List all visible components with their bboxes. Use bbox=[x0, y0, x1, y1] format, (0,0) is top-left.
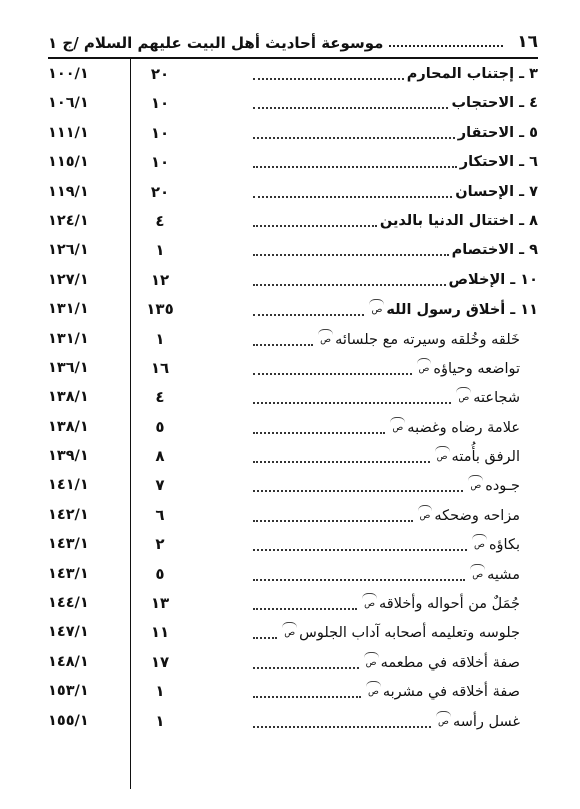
entry-title-cell bbox=[253, 182, 538, 202]
entry-title-cell bbox=[253, 299, 538, 320]
entry-title-cell bbox=[253, 711, 520, 732]
page-reference: ١٥٥/١ bbox=[48, 712, 89, 729]
toc-row bbox=[48, 266, 538, 295]
toc-row bbox=[48, 354, 538, 383]
salutation-glyph-icon: ص bbox=[366, 681, 381, 702]
entry-title-cell bbox=[253, 446, 520, 467]
entry-title-cell bbox=[253, 417, 520, 438]
salutation-glyph-icon: ص bbox=[472, 534, 487, 555]
running-title: موسوعة أحاديث أهل البيت عليهم السلام /ج ١ bbox=[48, 34, 384, 52]
page-reference: ١٤٢/١ bbox=[48, 506, 89, 523]
toc-row bbox=[48, 413, 538, 442]
entry-title: خَلقه وخُلقه وسيرته مع جلسائه bbox=[335, 331, 520, 348]
entry-title-cell bbox=[253, 270, 538, 290]
dot-leader bbox=[253, 402, 451, 404]
page-reference: ١١٥/١ bbox=[48, 154, 89, 171]
dot-leader bbox=[253, 254, 449, 256]
salutation-glyph-icon: ص bbox=[436, 711, 451, 732]
dot-leader bbox=[253, 284, 446, 286]
page-reference: ١٥٣/١ bbox=[48, 683, 89, 700]
entry-title-cell bbox=[253, 681, 520, 702]
toc-row bbox=[48, 119, 538, 148]
dot-leader bbox=[253, 520, 413, 522]
hadith-count: ١ bbox=[155, 711, 165, 730]
toc-row bbox=[48, 648, 538, 677]
hadith-count: ٤ bbox=[155, 211, 165, 230]
hadith-count: ٢٠ bbox=[150, 182, 170, 201]
entry-title: صفة أخلاقه في مشربه bbox=[382, 684, 520, 701]
entry-title-cell bbox=[253, 564, 520, 585]
dot-leader bbox=[253, 549, 467, 551]
entry-title-cell bbox=[253, 622, 520, 643]
toc-row bbox=[48, 501, 538, 530]
toc-row bbox=[48, 530, 538, 559]
dot-leader bbox=[253, 667, 359, 669]
hadith-count: ٢٠ bbox=[150, 65, 170, 83]
entry-title-cell bbox=[253, 387, 520, 408]
entry-title: ٣ ـ إجتناب المحارم bbox=[406, 66, 538, 82]
page-reference: ١٣١/١ bbox=[48, 301, 89, 318]
page-reference: ١٣٩/١ bbox=[48, 448, 89, 465]
dot-leader bbox=[253, 461, 430, 463]
toc-row bbox=[48, 442, 538, 471]
page-header bbox=[48, 26, 538, 52]
header-dot-leader bbox=[389, 45, 503, 47]
page-reference: ١١١/١ bbox=[48, 124, 89, 141]
entry-title-cell bbox=[253, 152, 538, 172]
entry-title-cell bbox=[253, 593, 520, 614]
entry-title: مشيه bbox=[487, 566, 520, 583]
toc-row bbox=[48, 383, 538, 412]
entry-title: مزاحه وضحكه bbox=[434, 507, 520, 524]
hadith-count: ١٣٥ bbox=[146, 300, 174, 319]
entry-title-cell bbox=[253, 329, 520, 350]
hadith-count: ١ bbox=[155, 329, 165, 348]
dot-leader bbox=[253, 726, 431, 728]
page-reference: ١٤٧/١ bbox=[48, 624, 89, 641]
hadith-count: ١٦ bbox=[150, 358, 170, 377]
entry-title-cell bbox=[253, 93, 538, 113]
dot-leader bbox=[253, 490, 463, 492]
salutation-glyph-icon: ص bbox=[282, 622, 297, 643]
hadith-count: ٢ bbox=[155, 535, 165, 554]
salutation-glyph-icon: ص bbox=[470, 564, 485, 585]
page-number: ١٦ bbox=[517, 32, 538, 52]
salutation-glyph-icon: ص bbox=[318, 329, 333, 350]
salutation-glyph-icon: ص bbox=[418, 505, 433, 526]
salutation-glyph-icon: ص bbox=[468, 475, 483, 496]
dot-leader bbox=[253, 137, 455, 139]
dot-leader bbox=[253, 344, 313, 346]
entry-title: ٩ ـ الاختصام bbox=[451, 242, 538, 259]
hadith-count: ١٧ bbox=[150, 652, 170, 671]
hadith-count: ٤ bbox=[155, 388, 165, 407]
page-reference: ١٣٦/١ bbox=[48, 359, 89, 376]
hadith-count: ٥ bbox=[155, 564, 165, 583]
entry-title: ١١ ـ أخلاق رسول الله bbox=[386, 302, 538, 319]
hadith-count: ١ bbox=[155, 682, 165, 701]
toc-row bbox=[48, 589, 538, 618]
dot-leader bbox=[253, 608, 357, 610]
toc-table bbox=[48, 60, 538, 736]
page-reference: ١١٩/١ bbox=[48, 183, 89, 200]
entry-title: ٦ ـ الاحتكار bbox=[459, 154, 538, 171]
hadith-count: ٨ bbox=[155, 447, 165, 466]
page-reference: ١٤٤/١ bbox=[48, 595, 89, 612]
toc-row bbox=[48, 618, 538, 647]
entry-title-cell bbox=[253, 123, 538, 143]
toc-row bbox=[48, 325, 538, 354]
page-reference: ١٢٦/١ bbox=[48, 242, 89, 259]
page-reference: ١٠٠/١ bbox=[48, 66, 89, 82]
page-reference: ١٠٦/١ bbox=[48, 95, 89, 112]
entry-title: ١٠ ـ الإخلاص bbox=[448, 271, 538, 288]
toc-row bbox=[48, 707, 538, 736]
page-reference: ١٣١/١ bbox=[48, 330, 89, 347]
hadith-count: ١٠ bbox=[150, 153, 170, 172]
hadith-count: ١٢ bbox=[150, 270, 170, 289]
page-reference: ١٣٨/١ bbox=[48, 418, 89, 435]
entry-title-cell bbox=[253, 240, 538, 260]
hadith-count: ١١ bbox=[150, 623, 170, 642]
dot-leader bbox=[253, 373, 412, 375]
salutation-glyph-icon: ص bbox=[435, 446, 450, 467]
toc-row bbox=[48, 236, 538, 265]
page-reference: ١٤١/١ bbox=[48, 477, 89, 494]
entry-title: صفة أخلاقه في مطعمه bbox=[380, 654, 520, 671]
salutation-glyph-icon: ص bbox=[390, 417, 405, 438]
entry-title: ٤ ـ الاحتجاب bbox=[451, 95, 538, 112]
entry-title-cell bbox=[253, 505, 520, 526]
salutation-glyph-icon: ص bbox=[362, 593, 377, 614]
toc-row bbox=[48, 560, 538, 589]
hadith-count: ١٠ bbox=[150, 123, 170, 142]
entry-title-cell bbox=[253, 358, 520, 379]
toc-row bbox=[48, 295, 538, 324]
hadith-count: ٧ bbox=[155, 476, 165, 495]
dot-leader bbox=[253, 78, 404, 80]
dot-leader bbox=[253, 166, 457, 168]
toc-row bbox=[48, 471, 538, 500]
hadith-count: ٦ bbox=[155, 505, 165, 524]
entry-title-cell bbox=[253, 475, 520, 496]
hadith-count: ١ bbox=[155, 241, 165, 260]
toc-row bbox=[48, 60, 538, 89]
salutation-glyph-icon: ص bbox=[456, 387, 471, 408]
dot-leader bbox=[253, 432, 385, 434]
toc-row bbox=[48, 207, 538, 236]
dot-leader bbox=[253, 637, 277, 639]
dot-leader bbox=[253, 696, 361, 698]
toc-row bbox=[48, 89, 538, 118]
entry-title: ٨ ـ اختتال الدنيا بالدين bbox=[379, 212, 538, 229]
entry-title-cell bbox=[253, 652, 520, 673]
entry-title-cell bbox=[253, 211, 538, 231]
toc-row bbox=[48, 677, 538, 706]
page-reference: ١٤٣/١ bbox=[48, 536, 89, 553]
entry-title: جلوسه وتعليمه أصحابه آداب الجلوس bbox=[299, 625, 520, 642]
dot-leader bbox=[253, 196, 452, 198]
hadith-count: ١٣ bbox=[150, 594, 170, 613]
entry-title: شجاعته bbox=[473, 390, 520, 407]
entry-title: علامة رضاه وغضبه bbox=[407, 419, 520, 436]
page-reference: ١٣٨/١ bbox=[48, 389, 89, 406]
entry-title: الرفق بأُمته bbox=[451, 449, 520, 466]
toc-row bbox=[48, 178, 538, 207]
salutation-glyph-icon: ص bbox=[417, 358, 432, 379]
entry-title: تواضعه وحياؤه bbox=[433, 360, 520, 377]
dot-leader bbox=[253, 579, 465, 581]
header-rule bbox=[48, 57, 538, 59]
entry-title: غسل رأسه bbox=[452, 713, 520, 730]
entry-title-cell bbox=[253, 534, 520, 555]
page-reference: ١٢٤/١ bbox=[48, 212, 89, 229]
entry-title: ٧ ـ الإحسان bbox=[455, 183, 538, 200]
hadith-count: ١٠ bbox=[150, 94, 170, 113]
entry-title: جـوده bbox=[485, 478, 520, 495]
salutation-glyph-icon: ص bbox=[369, 299, 384, 320]
dot-leader bbox=[253, 314, 364, 316]
toc-row bbox=[48, 148, 538, 177]
dot-leader bbox=[253, 107, 448, 109]
entry-title-cell bbox=[253, 64, 538, 84]
dot-leader bbox=[253, 225, 377, 227]
entry-title: ٥ ـ الاحتقار bbox=[457, 124, 538, 141]
salutation-glyph-icon: ص bbox=[364, 652, 379, 673]
page-reference: ١٤٣/١ bbox=[48, 565, 89, 582]
entry-title: جُمَلٌ من أحواله وأخلاقه bbox=[378, 596, 520, 613]
page-reference: ١٢٧/١ bbox=[48, 271, 89, 288]
page-reference: ١٤٨/١ bbox=[48, 653, 89, 670]
entry-title: بكاؤه bbox=[488, 537, 520, 554]
hadith-count: ٥ bbox=[155, 417, 165, 436]
